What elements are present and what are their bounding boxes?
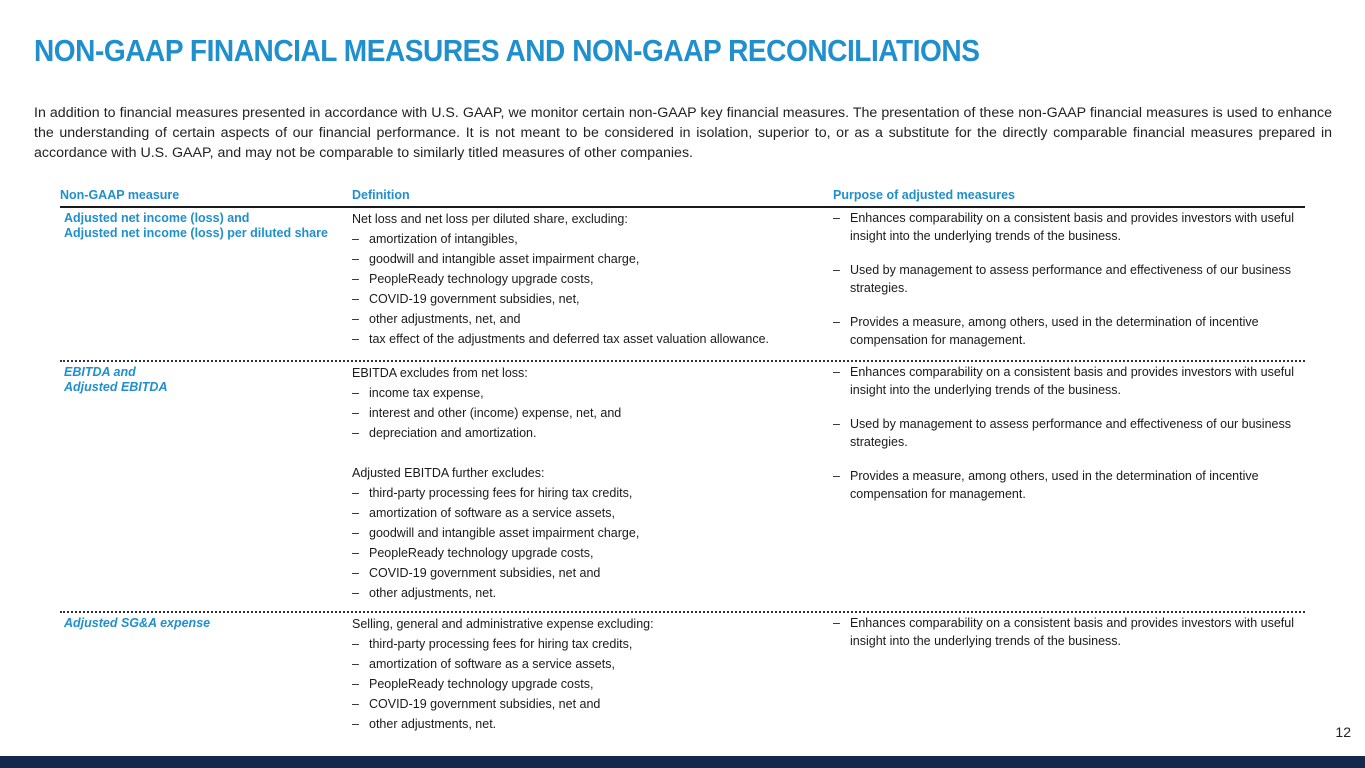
definition-line [352, 329, 833, 349]
dash-bullet: – [833, 211, 840, 225]
definition-text: amortization of software as a service assets, [369, 657, 615, 671]
dash-bullet: – [352, 697, 359, 711]
dash-bullet: – [352, 426, 359, 440]
purpose-cell [833, 362, 1305, 611]
definition-line [352, 229, 833, 249]
purpose-text: Provides a measure, among others, used in the determination of incentive compensation for management. [850, 315, 1259, 347]
dash-bullet: – [352, 292, 359, 306]
dash-bullet: – [352, 657, 359, 671]
definition-line [352, 363, 833, 383]
definition-line [352, 463, 833, 483]
definition-text: Net loss and net loss per diluted share, excluding: [352, 212, 628, 226]
definition-text: PeopleReady technology upgrade costs, [369, 272, 594, 286]
purpose-text: Enhances comparability on a consistent basis and provides investors with useful insight into the underlying trends of the business. [850, 365, 1294, 397]
definition-cell [352, 613, 833, 738]
header-definition: Definition [352, 188, 410, 202]
definition-line [352, 249, 833, 269]
dash-bullet: – [352, 586, 359, 600]
measure-name: Adjusted SG&A expense [64, 616, 211, 630]
definition-line [352, 403, 833, 423]
purpose-item [833, 363, 1305, 399]
dash-bullet: – [352, 566, 359, 580]
purpose-item [833, 313, 1305, 349]
definition-line [352, 289, 833, 309]
dash-bullet: – [833, 315, 840, 329]
definition-text: EBITDA excludes from net loss: [352, 366, 528, 380]
dash-bullet: – [352, 312, 359, 326]
dash-bullet: – [352, 637, 359, 651]
purpose-text: Enhances comparability on a consistent basis and provides investors with useful insight into the underlying trends of the business. [850, 616, 1294, 648]
measure-name: Adjusted net income (loss) per diluted share [64, 226, 328, 240]
purpose-item [833, 209, 1305, 245]
dash-bullet: – [352, 546, 359, 560]
definition-line [352, 423, 833, 443]
table-row [60, 362, 1305, 613]
purpose-cell [833, 208, 1305, 360]
definition-text: other adjustments, net. [369, 586, 497, 600]
definition-text: income tax expense, [369, 386, 484, 400]
definition-text: COVID-19 government subsidies, net and [369, 566, 601, 580]
definition-text: third-party processing fees for hiring tax credits, [369, 486, 633, 500]
definition-text: depreciation and amortization. [369, 426, 537, 440]
purpose-item [833, 415, 1305, 451]
measure-name: EBITDA and [64, 365, 136, 379]
intro-paragraph: In addition to financial measures presented in accordance with U.S. GAAP, we monitor certain non-GAAP key financial measures. The presentation of these non-GAAP financial measures is used to enhance the understanding of certain aspects of our financial performance. It is not meant to be considered in isolation, superior to, or as a substitute for the directly comparable financial measures prepared in accordance with U.S. GAAP, and may not be comparable to similarly titled measures of other companies. [34, 105, 1332, 161]
definition-line [352, 503, 833, 523]
header-purpose: Purpose of adjusted measures [833, 188, 1016, 202]
definition-text: amortization of software as a service assets, [369, 506, 615, 520]
purpose-item [833, 467, 1305, 503]
purpose-item [833, 614, 1305, 650]
definition-line [352, 614, 833, 634]
dash-bullet: – [352, 332, 359, 346]
purpose-cell [833, 613, 1305, 738]
definition-line [352, 443, 833, 463]
purpose-text: Used by management to assess performance and effectiveness of our business strategies. [850, 417, 1291, 449]
definition-text: COVID-19 government subsidies, net, [369, 292, 580, 306]
definition-line [352, 714, 833, 734]
dash-bullet: – [352, 526, 359, 540]
dash-bullet: – [833, 616, 840, 630]
definition-cell [352, 362, 833, 611]
definition-text: amortization of intangibles, [369, 232, 518, 246]
definition-line [352, 523, 833, 543]
definition-line [352, 383, 833, 403]
definition-line [352, 674, 833, 694]
purpose-item [833, 261, 1305, 297]
definition-text: third-party processing fees for hiring tax credits, [369, 637, 633, 651]
dash-bullet: – [833, 263, 840, 277]
table-header [60, 186, 1305, 208]
definition-line [352, 654, 833, 674]
dash-bullet: – [352, 252, 359, 266]
measure-cell [60, 613, 352, 738]
definition-text: tax effect of the adjustments and deferred tax asset valuation allowance. [369, 332, 770, 346]
dash-bullet: – [352, 406, 359, 420]
definition-text: other adjustments, net. [369, 717, 497, 731]
definition-line [352, 309, 833, 329]
definition-line [352, 634, 833, 654]
table-body [60, 208, 1305, 738]
definition-text: Adjusted EBITDA further excludes: [352, 466, 545, 480]
definition-text: Selling, general and administrative expense excluding: [352, 617, 654, 631]
measure-cell [60, 208, 352, 360]
definition-line [352, 583, 833, 603]
definition-text: PeopleReady technology upgrade costs, [369, 677, 594, 691]
definition-line [352, 543, 833, 563]
dash-bullet: – [833, 469, 840, 483]
definition-line [352, 269, 833, 289]
purpose-text: Provides a measure, among others, used in the determination of incentive compensation for management. [850, 469, 1259, 501]
non-gaap-table [60, 186, 1305, 738]
definition-line [352, 563, 833, 583]
dash-bullet: – [352, 486, 359, 500]
definition-text: COVID-19 government subsidies, net and [369, 697, 601, 711]
purpose-text: Used by management to assess performance and effectiveness of our business strategies. [850, 263, 1291, 295]
definition-line [352, 209, 833, 229]
measure-name: Adjusted EBITDA [64, 380, 168, 394]
definition-line [352, 694, 833, 714]
measure-name: Adjusted net income (loss) and [64, 211, 250, 225]
dash-bullet: – [352, 717, 359, 731]
definition-cell [352, 208, 833, 360]
table-row [60, 613, 1305, 738]
page-title: NON-GAAP FINANCIAL MEASURES AND NON-GAAP RECONCILIATIONS [34, 34, 980, 68]
footer-bar [0, 756, 1365, 768]
dash-bullet: – [352, 677, 359, 691]
measure-cell [60, 362, 352, 611]
purpose-text: Enhances comparability on a consistent basis and provides investors with useful insight into the underlying trends of the business. [850, 211, 1294, 243]
dash-bullet: – [833, 417, 840, 431]
dash-bullet: – [352, 272, 359, 286]
table-row [60, 208, 1305, 362]
definition-text: PeopleReady technology upgrade costs, [369, 546, 594, 560]
definition-text: goodwill and intangible asset impairment charge, [369, 526, 640, 540]
definition-text: other adjustments, net, and [369, 312, 521, 326]
page-number: 12 [1335, 724, 1351, 740]
definition-text: interest and other (income) expense, net, and [369, 406, 622, 420]
definition-line [352, 483, 833, 503]
dash-bullet: – [833, 365, 840, 379]
dash-bullet: – [352, 506, 359, 520]
dash-bullet: – [352, 232, 359, 246]
definition-text: goodwill and intangible asset impairment charge, [369, 252, 640, 266]
dash-bullet: – [352, 386, 359, 400]
header-measure: Non-GAAP measure [60, 188, 180, 202]
